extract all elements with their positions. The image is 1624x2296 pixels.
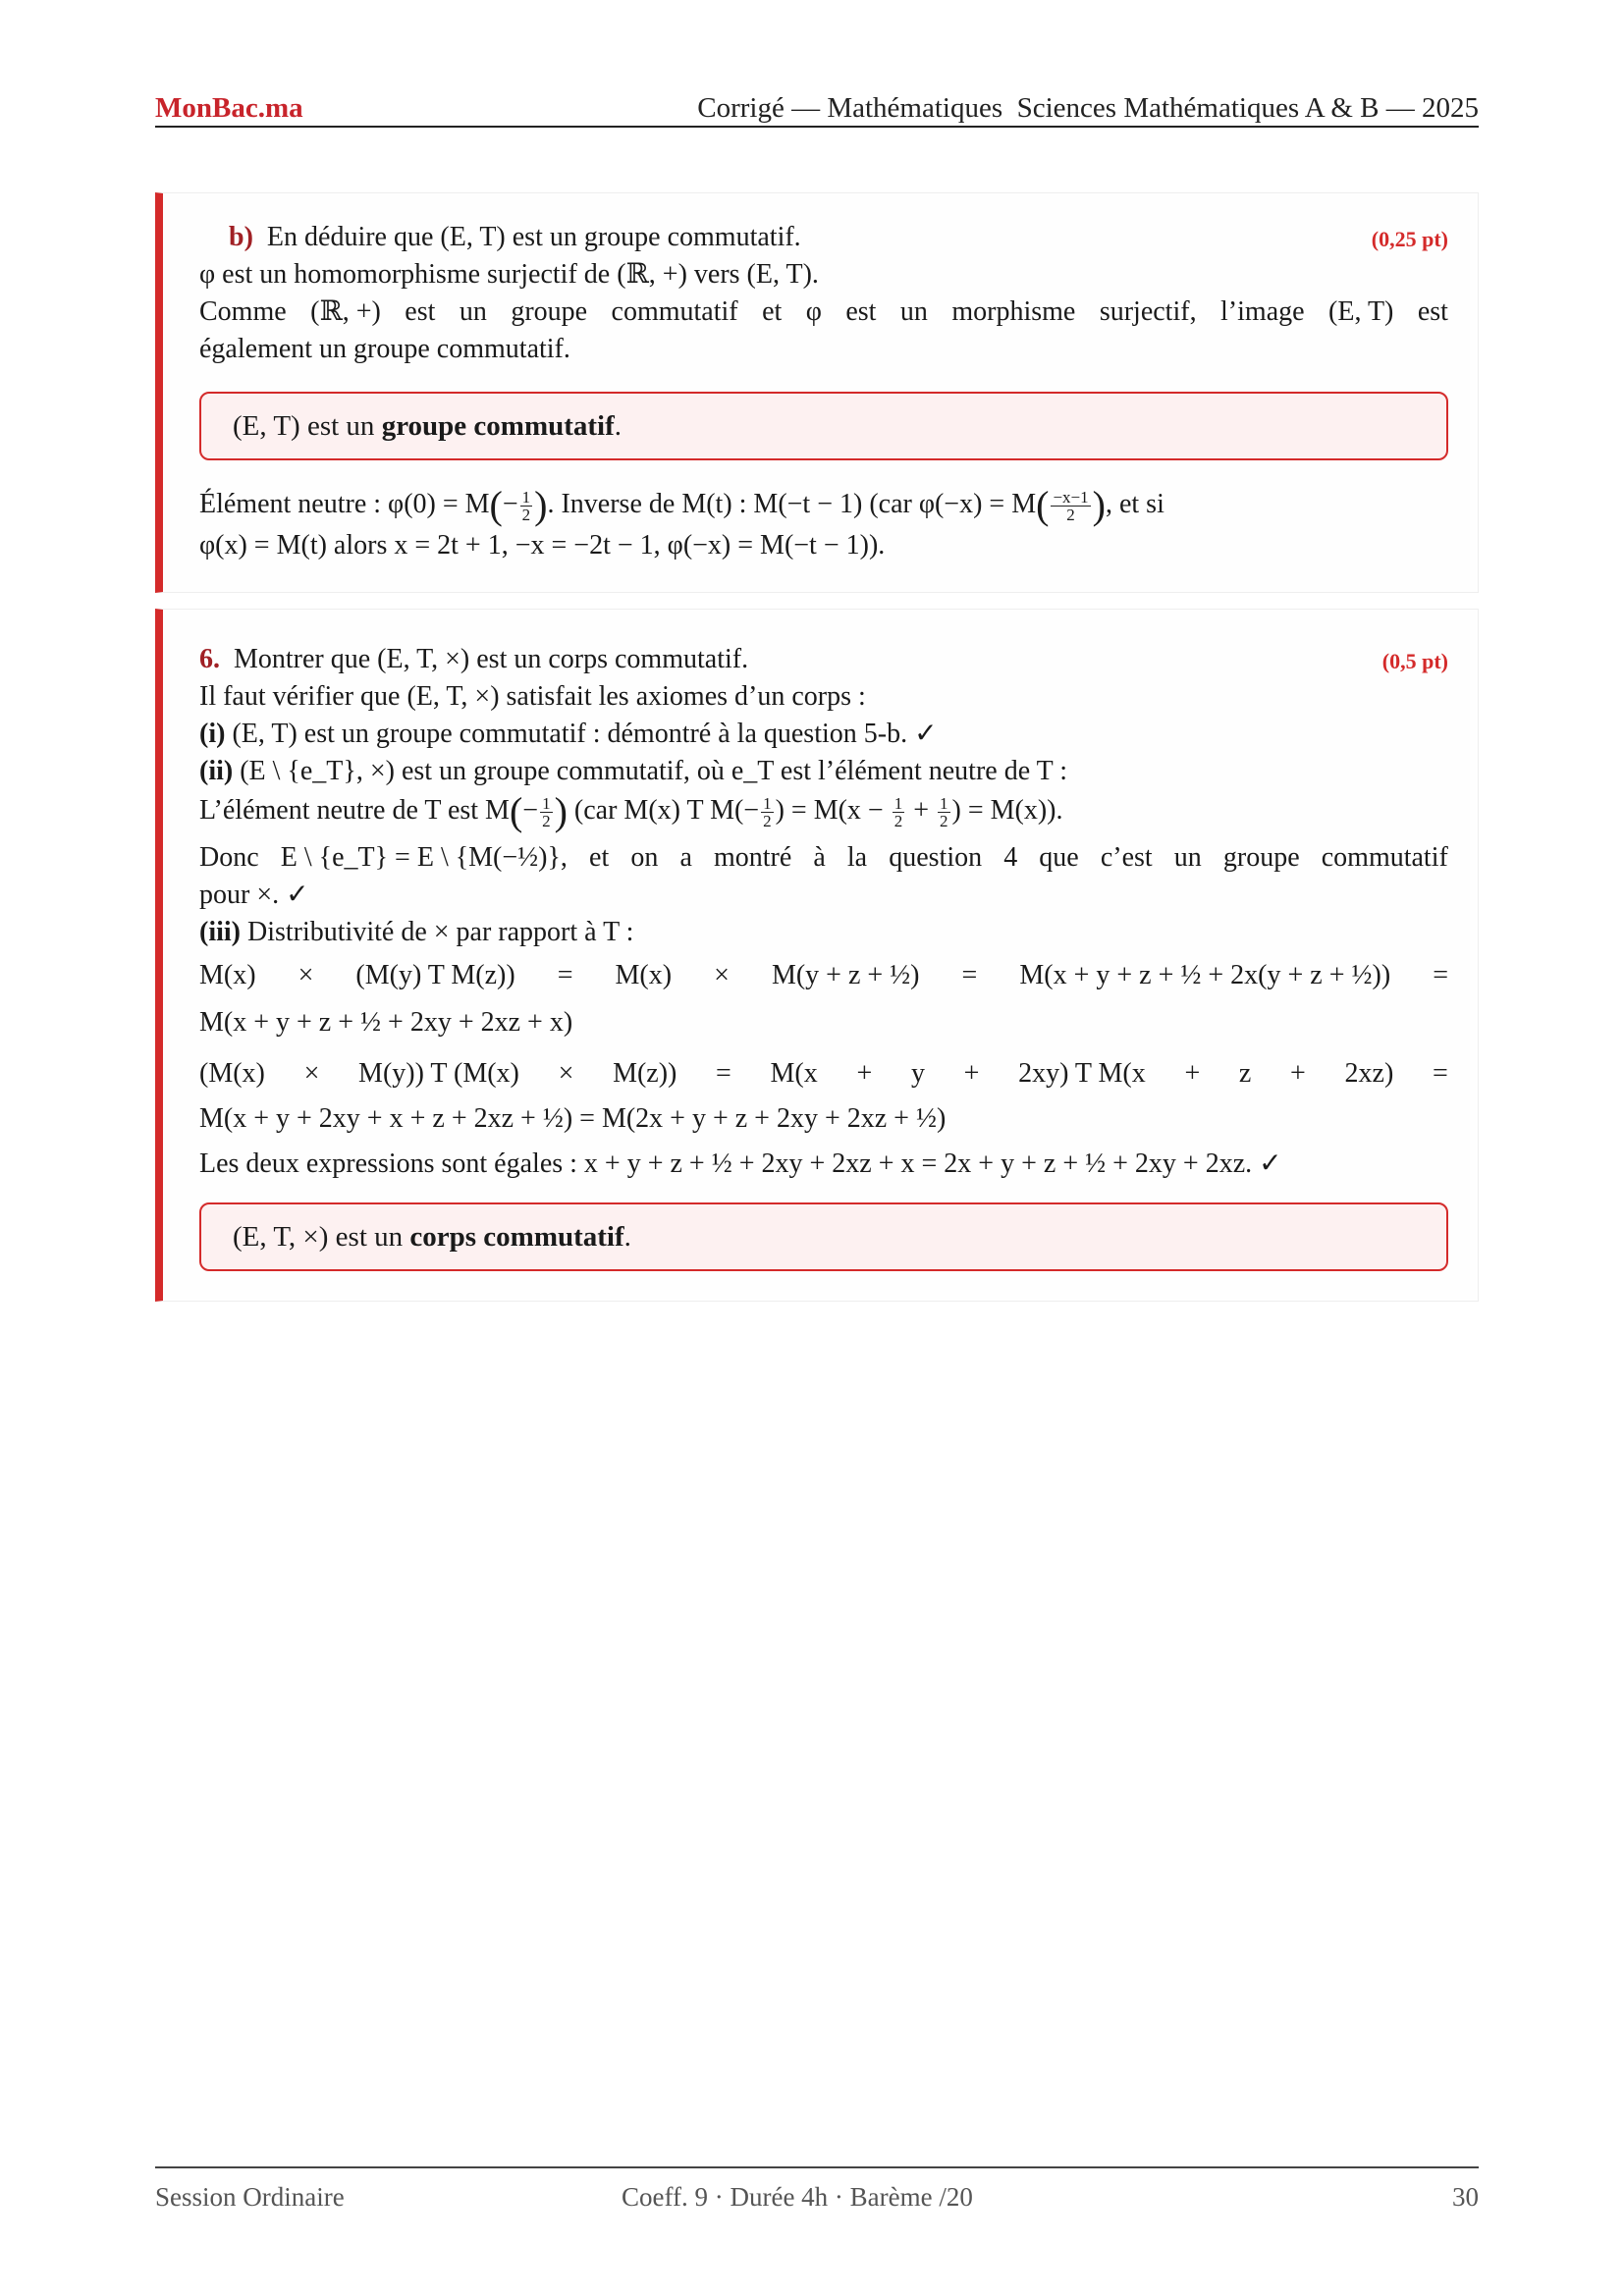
q6-item-ii [199, 755, 1448, 788]
q6-donc-word: à [813, 842, 826, 873]
q5b-line2-word: morphisme [951, 296, 1076, 327]
header-title-main: Corrigé — Mathématiques [697, 92, 1003, 124]
q5b-note1b: . Inverse de M(t) : M(−t − 1) (car φ(−x) = M [547, 489, 1037, 519]
footer-session: Session Ordinaire [155, 2182, 345, 2212]
q5b-line2-word: φ [805, 296, 822, 327]
q6-item-i-text: (E, T) est un groupe commutatif : démontré à la question 5-b. ✓ [232, 719, 938, 749]
question-5b-block [155, 192, 1479, 593]
q6-eq3 [199, 1057, 1448, 1091]
q6-donc-word: Donc [199, 842, 259, 873]
q5b-prompt: En déduire que (E, T) est un groupe commutatif. [266, 222, 801, 252]
q5b-note-line1: Élément neutre : φ(0) = M(− $\frac{1}{2}$ ). Inverse de M(t) : M(−t − 1) (car φ(−x) = M( $\frac{-x-1}{2}$ ), et si [199, 483, 1164, 527]
q6-donc-word: que [1039, 842, 1079, 873]
q6-eq3-word: + [1290, 1058, 1306, 1089]
q6-neutral-c: ) = M(x − [775, 795, 884, 826]
brand-logo-text: MonBac.ma [155, 92, 303, 124]
q6-eq3-word: 2xz) [1344, 1058, 1394, 1089]
q6-eq3-word: M(z)) [613, 1058, 677, 1089]
q6-points-badge: (0,5 pt) [1381, 649, 1448, 673]
fraction-one-half: $\frac{1}{2}$ [940, 794, 948, 831]
q6-item-ii-text: (E \ {e_T}, ×) est un groupe commutatif, où e_T est l’élément neutre de T : [240, 756, 1067, 786]
q6-donc-word: a [679, 842, 692, 873]
header-title [697, 92, 1479, 125]
q6-eq3-word: + [1184, 1058, 1201, 1089]
q5b-note1a: Élément neutre : φ(0) = M [199, 489, 490, 519]
q6-eq1-word: × [714, 960, 730, 990]
q6-answer-box [199, 1202, 1448, 1271]
q6-eq3-word: (M(x) [199, 1058, 265, 1089]
q6-item-iii [199, 916, 1448, 949]
q6-intro: Il faut vérifier que (E, T, ×) satisfait les axiomes d’un corps : [199, 681, 866, 712]
q5b-line2-word: est [845, 296, 877, 327]
header-subtitle: Sciences Mathématiques A & B — 2025 [1016, 92, 1479, 124]
footer-coeff: Coeff. 9 · Durée 4h · Barème /20 [622, 2182, 973, 2212]
q5b-line2-word: est [405, 296, 436, 327]
q6-donc-word: E \ {e_T} = E \ {M(−½)}, [280, 842, 568, 873]
q6-eq3-word: = [716, 1058, 731, 1089]
fraction-one-half: $\frac{1}{2}$ [542, 794, 551, 831]
q6-eq1-word: M(x + y + z + ½ + 2x(y + z + ½)) [1019, 960, 1391, 990]
q5b-answer-post: . [614, 410, 623, 442]
q6-eq1-word: M(y + z + ½) [771, 960, 920, 990]
q6-donc-word: on [630, 842, 659, 873]
q6-conclusion: Les deux expressions sont égales : x + y + z + ½ + 2xy + 2xz + x = 2x + y + z + ½ + 2xy + 2xz. ✓ [199, 1148, 1282, 1179]
page-header [155, 90, 1479, 128]
q6-donc-word: la [846, 842, 868, 873]
q6-eq3-word: M(x [770, 1058, 818, 1089]
q6-neutral-d: + [913, 795, 930, 826]
q6-eq1-word: M(x) [615, 960, 673, 990]
q6-donc-word: commutatif [1321, 842, 1448, 873]
q5b-line2-word: un [459, 296, 487, 327]
q5b-line2-word: et [762, 296, 783, 327]
q6-eq1-word: = [557, 960, 573, 990]
q6-donc-word: question [889, 842, 983, 873]
q6-prompt-line [199, 643, 1448, 676]
q6-item-iii-text: Distributivité de × par rapport à T : [247, 917, 634, 947]
q5b-line2-word: l’image [1220, 296, 1305, 327]
q6-eq3-word: = [1432, 1058, 1448, 1089]
question-6-block [155, 609, 1479, 1302]
page-number: 30 [1452, 2182, 1479, 2212]
q5b-prompt-line [199, 221, 1448, 254]
q5b-line2-word: commutatif [611, 296, 738, 327]
q6-donc-word: et [589, 842, 610, 873]
fraction-neg-x-minus-1-over-2: $\frac{-x-1}{2}$ [1053, 488, 1089, 525]
q6-eq1-word: × [298, 960, 314, 990]
q6-eq2: M(x + y + z + ½ + 2xy + 2xz + x) [199, 1007, 573, 1038]
q6-eq3-word: + [856, 1058, 873, 1089]
fraction-one-half: $\frac{1}{2}$ [521, 488, 531, 525]
q5b-label: b) [229, 222, 253, 252]
q6-neutral-b: (car M(x) T M(− [573, 795, 760, 826]
q5b-line3: également un groupe commutatif. [199, 334, 570, 364]
q5b-line1: φ est un homomorphisme surjectif de (ℝ, +) vers (E, T). [199, 259, 819, 290]
q5b-note-line2: φ(x) = M(t) alors x = 2t + 1, −x = −2t − 1, φ(−x) = M(−t − 1)). [199, 530, 886, 561]
q6-donc-word: un [1173, 842, 1202, 873]
q6-eq3-word: × [303, 1058, 320, 1089]
q6-eq1-word: (M(y) T M(z)) [355, 960, 515, 990]
q5b-points-badge: (0,25 pt) [1371, 227, 1448, 251]
q6-eq1-word: = [1433, 960, 1448, 990]
q6-eq1 [199, 959, 1448, 992]
q6-answer-bold: corps commutatif [409, 1221, 624, 1253]
q6-eq3-word: 2xy) T M(x [1018, 1058, 1146, 1089]
q6-eq3-word: + [963, 1058, 980, 1089]
q5b-note1c: , et si [1105, 489, 1164, 519]
page-footer [155, 2166, 1479, 2212]
q6-neutral-e: ) = M(x)). [951, 795, 1063, 826]
q6-eq4: M(x + y + 2xy + x + z + 2xz + ½) = M(2x + y + z + 2xy + 2xz + ½) [199, 1103, 947, 1134]
q6-label: 6. [199, 644, 220, 674]
q6-donc-word: 4 [1003, 842, 1018, 873]
q6-answer-pre: (E, T, ×) est un [233, 1221, 404, 1253]
q5b-line2 [199, 295, 1448, 329]
q6-neutral-a: L’élément neutre de T est M [199, 795, 510, 826]
fraction-one-half: $\frac{1}{2}$ [763, 794, 772, 831]
q6-eq3-word: z [1238, 1058, 1252, 1089]
q6-answer-post: . [623, 1221, 631, 1253]
q6-eq3-word: × [558, 1058, 574, 1089]
q5b-line2-word: groupe [511, 296, 588, 327]
q6-eq3-word: y [910, 1058, 925, 1089]
q6-pour-line: pour ×. ✓ [199, 880, 309, 910]
q5b-line2-word: un [899, 296, 928, 327]
q5b-answer-pre: (E, T) est un [233, 410, 375, 442]
q6-item-ii-label: (ii) [199, 756, 234, 786]
q5b-line2-word: Comme [199, 296, 287, 327]
q5b-answer-bold: groupe commutatif [381, 410, 615, 442]
q5b-line2-word: est [1417, 296, 1448, 327]
q5b-line2-word: surjectif, [1099, 296, 1197, 327]
q6-donc-word: groupe [1222, 842, 1300, 873]
q6-item-iii-label: (iii) [199, 917, 241, 947]
q6-item-i-label: (i) [199, 719, 226, 749]
q6-donc-line [199, 841, 1448, 875]
q5b-answer-box [199, 392, 1448, 460]
q6-prompt: Montrer que (E, T, ×) est un corps commutatif. [234, 644, 749, 674]
q5b-line2-word: (ℝ, +) [310, 296, 381, 327]
q6-eq1-word: M(x) [199, 960, 256, 990]
q6-donc-word: montré [713, 842, 792, 873]
q6-eq1-word: = [961, 960, 978, 990]
q6-neutral-line: L’élément neutre de T est M(− $\frac{1}{2}$ ) (car M(x) T M(− $\frac{1}{2}$ ) = M(x − $\frac{1}{2}$ + $\frac{1}{2}$ ) = M(x)). [199, 789, 1063, 833]
q6-donc-word: c’est [1100, 842, 1153, 873]
q6-item-i [199, 718, 1448, 751]
q6-eq3-word: M(y)) T (M(x) [358, 1058, 519, 1089]
q5b-line2-word: (E, T) [1328, 296, 1394, 327]
fraction-one-half: $\frac{1}{2}$ [893, 794, 903, 831]
